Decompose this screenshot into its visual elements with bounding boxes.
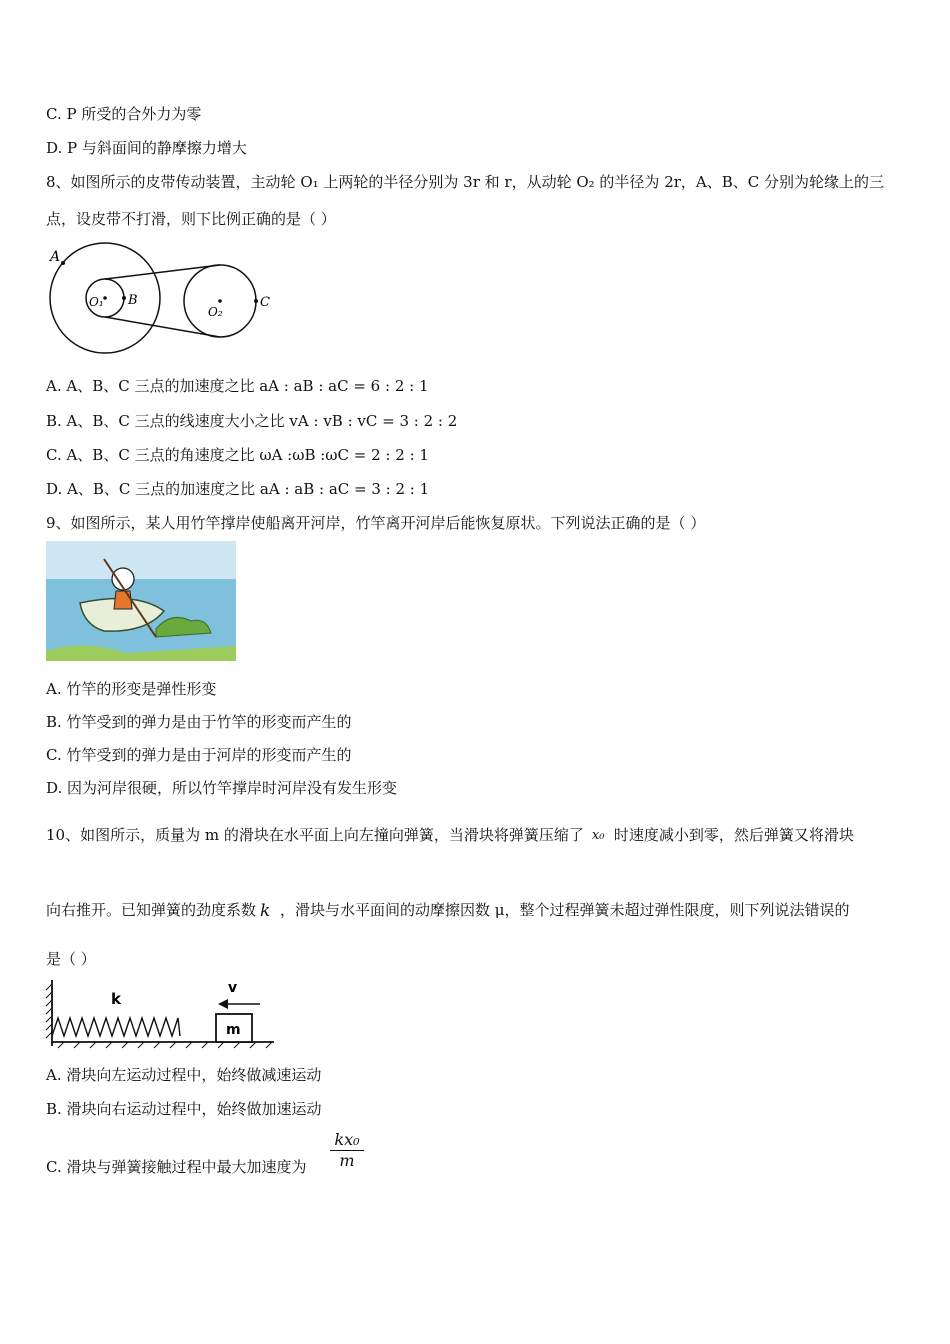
belt-bottom bbox=[105, 317, 220, 337]
point-b-dot bbox=[122, 296, 126, 300]
q8-option-c: C. A、B、C 三点的角速度之比 ωA :ωB :ωC = 2 : 2 : 1 bbox=[46, 446, 429, 464]
q10-k: k bbox=[260, 901, 271, 921]
q8-stem-line2: 点，设皮带不打滑，则下比例正确的是（ ） bbox=[46, 210, 336, 228]
fraction-kx0-over-m bbox=[330, 1130, 364, 1170]
q8-option-d: D. A、B、C 三点的加速度之比 aA : aB : aC = 3 : 2 : 1 bbox=[46, 480, 430, 498]
boat-illustration bbox=[46, 541, 236, 661]
q10-option-b: B. 滑块向右运动过程中，始终做加速运动 bbox=[46, 1100, 322, 1118]
q9-option-b: B. 竹竿受到的弹力是由于竹竿的形变而产生的 bbox=[46, 713, 352, 731]
q10-stem-line2b: ，滑块与水平面间的动摩擦因数 μ，整个过程弹簧未超过弹性限度，则下列说法错误的 bbox=[280, 901, 850, 919]
velocity-label-v: v bbox=[228, 980, 238, 996]
q10-stem-line3: 是（ ） bbox=[46, 950, 96, 968]
q10-stem-line2a: 向右推开。已知弹簧的劲度系数 bbox=[46, 901, 257, 919]
spring-label-k: k bbox=[111, 990, 121, 1008]
label-b: B bbox=[128, 293, 138, 308]
q9-option-c: C. 竹竿受到的弹力是由于河岸的形变而产生的 bbox=[46, 746, 352, 764]
q10-stem-line1 bbox=[46, 824, 854, 845]
velocity-arrow-head bbox=[218, 999, 228, 1009]
q9-option-d: D. 因为河岸很硬，所以竹竿撑岸时河岸没有发生形变 bbox=[46, 779, 398, 797]
center-o1-dot bbox=[103, 296, 107, 300]
wall-hatching bbox=[46, 984, 52, 1038]
q10-stem-line1b: 时速度减小到零，然后弹簧又将滑块 bbox=[613, 826, 854, 844]
q10-stem-line1a: 10、如图所示，质量为 m 的滑块在水平面上向左撞向弹簧，当滑块将弹簧压缩了 bbox=[46, 826, 584, 844]
spring bbox=[52, 1018, 180, 1036]
belt-drive-figure bbox=[44, 240, 284, 358]
q8-option-b: B. A、B、C 三点的线速度大小之比 vA : vB : vC = 3 : 2 : 2 bbox=[46, 412, 458, 430]
q10-stem-line2 bbox=[46, 899, 850, 920]
fraction-denominator: m bbox=[339, 1151, 355, 1170]
block-label-m: m bbox=[226, 1022, 241, 1038]
fraction-numerator: kx₀ bbox=[330, 1130, 364, 1151]
q8-option-a: A. A、B、C 三点的加速度之比 aA : aB : aC = 6 : 2 : 1 bbox=[46, 377, 429, 395]
q10-option-c: C. 滑块与弹簧接触过程中最大加速度为 bbox=[46, 1158, 307, 1176]
point-c-dot bbox=[254, 299, 258, 303]
floor-hatching bbox=[58, 1042, 272, 1048]
label-a: A bbox=[50, 249, 61, 265]
q10-x0: x₀ bbox=[591, 828, 605, 843]
prev-option-d: D. P 与斜面间的静摩擦力增大 bbox=[46, 139, 247, 157]
person-body bbox=[114, 591, 132, 609]
belt-top bbox=[105, 265, 220, 279]
label-c: C bbox=[260, 295, 270, 310]
q9-stem: 9、如图所示，某人用竹竿撑岸使船离开河岸，竹竿离开河岸后能恢复原状。下列说法正确的是（ ） bbox=[46, 514, 706, 532]
prev-option-c: C. P 所受的合外力为零 bbox=[46, 105, 202, 123]
label-o1: O₁ bbox=[89, 295, 104, 309]
point-a-dot bbox=[61, 261, 65, 265]
q10-option-a: A. 滑块向左运动过程中，始终做减速运动 bbox=[46, 1066, 322, 1084]
center-o2-dot bbox=[218, 299, 222, 303]
label-o2: O₂ bbox=[208, 305, 223, 319]
q8-stem-line1: 8、如图所示的皮带传动装置，主动轮 O₁ 上两轮的半径分别为 3r 和 r，从动轮 O₂ 的半径为 2r，A、B、C 分别为轮缘上的三 bbox=[46, 173, 885, 191]
spring-block-figure bbox=[44, 978, 276, 1050]
q9-option-a: A. 竹竿的形变是弹性形变 bbox=[46, 680, 217, 698]
